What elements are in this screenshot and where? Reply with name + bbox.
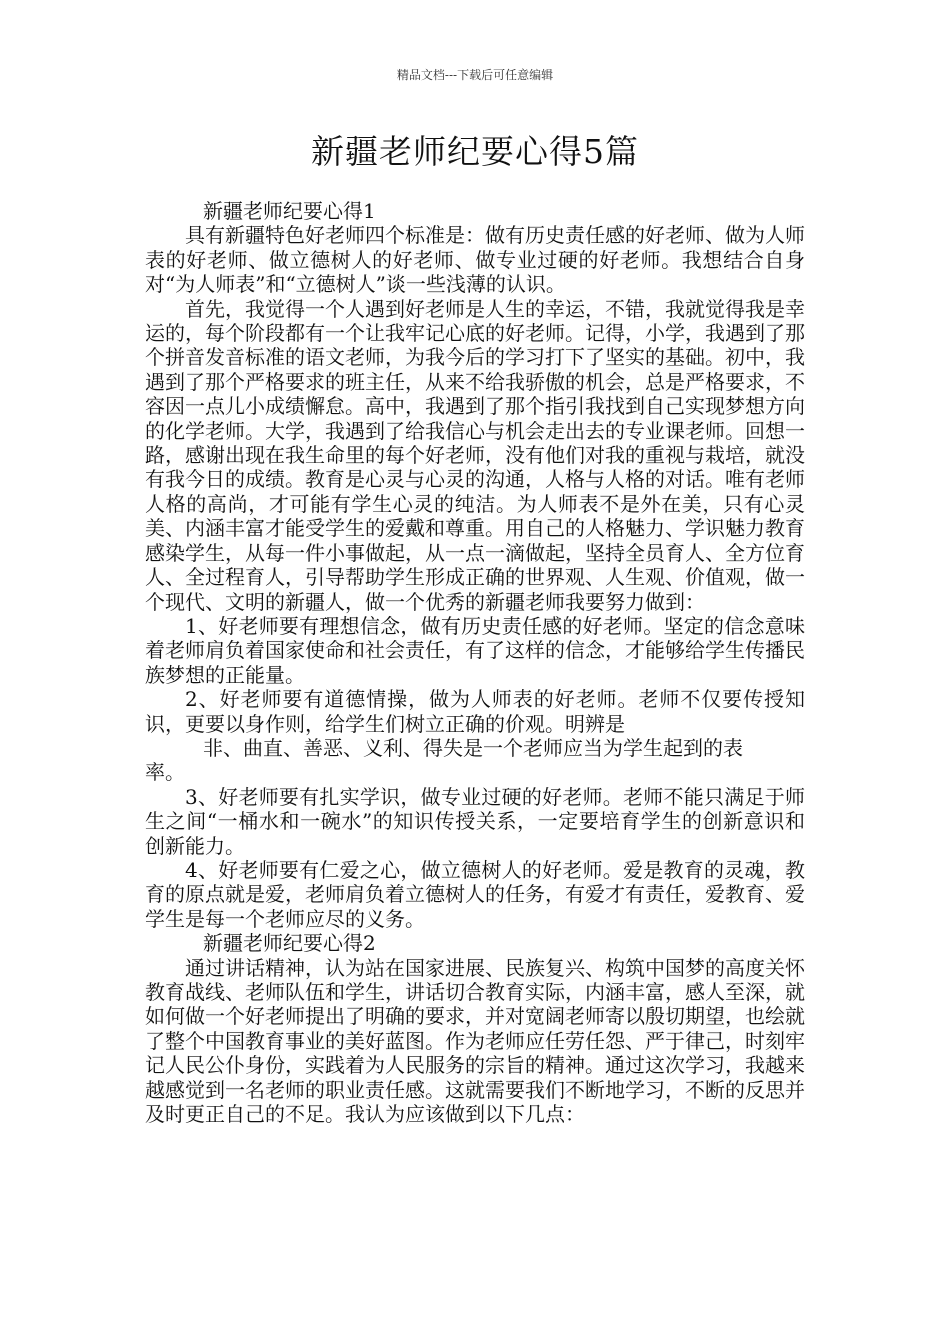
document-title: 新疆老师纪要心得5篇	[311, 132, 639, 171]
paragraph-continuation: 非、曲直、善恶、义利、得失是一个老师应当为学生起到的表	[203, 735, 743, 760]
list-paragraph-3: 3、好老师要有扎实学识，做专业过硬的好老师。老师不能只满足于师生之间“一桶水和一碗水”的知识传授关系，一定要培育学生的创新意识和创新能力。	[145, 784, 805, 858]
paragraph: 具有新疆特色好老师四个标准是：做有历史责任感的好老师、做为人师表的好老师、做立德树人的好老师、做专业过硬的好老师。我想结合自身对“为人师表”和“立德树人”谈一些浅薄的认识。	[145, 223, 805, 297]
list-paragraph-4: 4、好老师要有仁爱之心，做立德树人的好老师。爱是教育的灵魂，教育的原点就是爱，老师肩负着立德树人的任务，有爱才有责任，爱教育、爱学生是每一个老师应尽的义务。	[145, 857, 805, 931]
paragraph: 通过讲话精神，认为站在国家进展、民族复兴、构筑中国梦的高度关怀教育战线、老师队伍和学生，讲话切合教育实际，内涵丰富，感人至深，就如何做一个好老师提出了明确的要求，并对宽阔老师寄以殷切期望，也绘就了整个中国教育事业的美好蓝图。作为老师应任劳任怨、严于律己，时刻牢记人民公仆身份，实践着为人民服务的宗旨的精神。通过这次学习，我越来越感觉到一名老师的职业责任感。这就需要我们不断地学习，不断的反思并及时更正自己的不足。我认为应该做到以下几点：	[145, 955, 805, 1127]
list-paragraph-1: 1、好老师要有理想信念，做有历史责任感的好老师。坚定的信念意味着老师肩负着国家使命和社会责任，有了这样的信念，才能够给学生传播民族梦想的正能量。	[145, 613, 805, 687]
paragraph-continuation: 率。	[145, 760, 185, 785]
section-heading-2: 新疆老师纪要心得2	[203, 931, 376, 956]
section-heading-1: 新疆老师纪要心得1	[203, 199, 376, 223]
page-header-note: 精品文档---下载后可任意编辑	[396, 68, 554, 82]
document-body	[145, 199, 805, 1126]
paragraph: 首先，我觉得一个人遇到好老师是人生的幸运，不错，我就觉得我是幸运的，每个阶段都有一个让我牢记心底的好老师。记得，小学，我遇到了那个拼音发音标准的语文老师，为我今后的学习打下了坚实的基础。初中，我遇到了那个严格要求的班主任，从来不给我骄傲的机会，总是严格要求，不容因一点儿小成绩懈怠。高中，我遇到了那个指引我找到自己实现梦想方向的化学老师。大学，我遇到了给我信心与机会走出去的专业课老师。回想一路，感谢出现在我生命里的每个好老师，没有他们对我的重视与栽培，就没有我今日的成绩。教育是心灵与心灵的沟通，人格与人格的对话。唯有老师人格的高尚，才可能有学生心灵的纯洁。为人师表不是外在美，只有心灵美、内涵丰富才能受学生的爱戴和尊重。用自己的人格魅力、学识魅力教育感染学生，从每一件小事做起，从一点一滴做起，坚持全员育人、全方位育人、全过程育人，引导帮助学生形成正确的世界观、人生观、价值观，做一个现代、文明的新疆人，做一个优秀的新疆老师我要努力做到：	[145, 296, 805, 614]
list-paragraph-2: 2、好老师要有道德情操，做为人师表的好老师。老师不仅要传授知识，更要以身作则，给学生们树立正确的价观。明辨是	[145, 687, 805, 736]
